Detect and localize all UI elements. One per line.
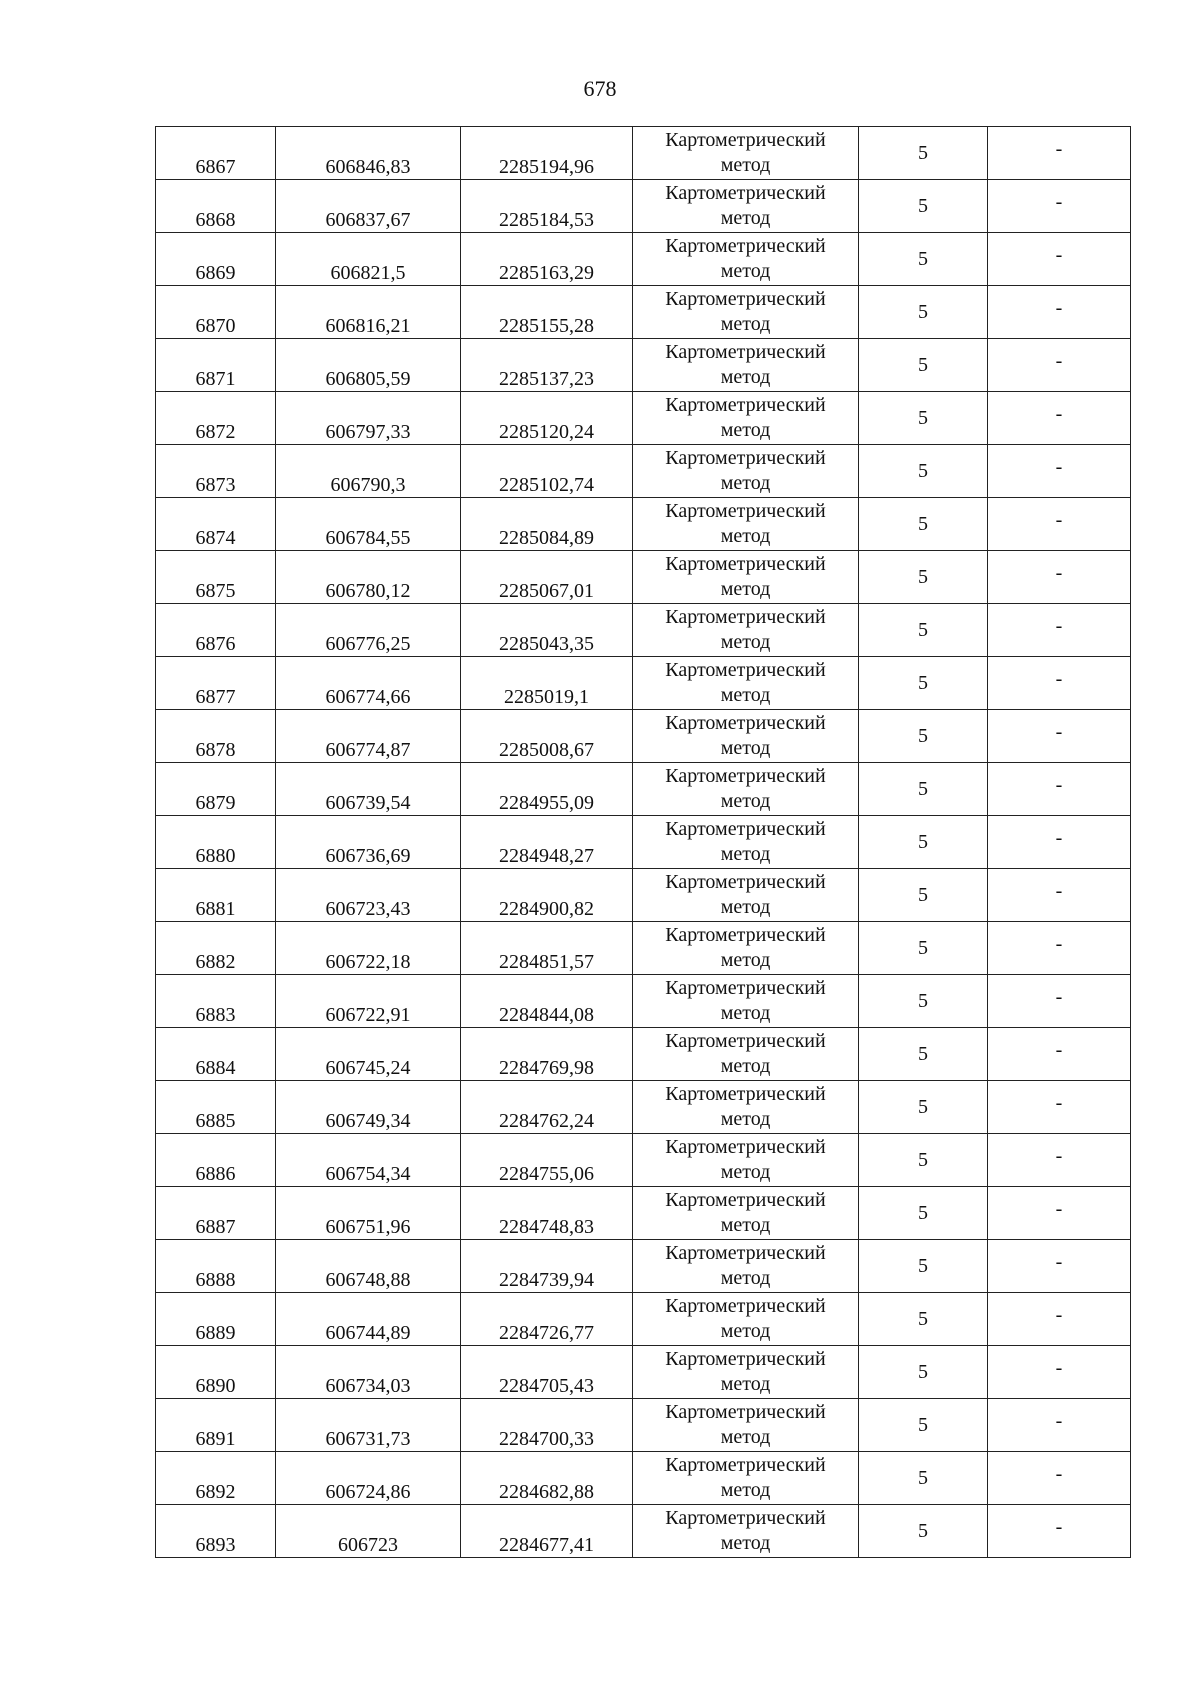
note-text: - — [1055, 1410, 1063, 1432]
method-line-1: Картометрический — [665, 924, 826, 946]
accuracy-cell: 5 — [859, 604, 988, 657]
note-cell — [988, 1240, 1131, 1293]
point-number-cell: 6885 — [156, 1081, 276, 1134]
point-number-cell: 6868 — [156, 180, 276, 233]
accuracy-cell: 5 — [859, 657, 988, 710]
note-text: - — [1055, 562, 1063, 584]
x-coordinate-cell: 606805,59 — [276, 339, 461, 392]
method-line-1: Картометрический — [665, 341, 826, 363]
method-line-1: Картометрический — [665, 765, 826, 787]
table-row — [156, 816, 1131, 869]
y-coordinate-cell: 2285008,67 — [461, 710, 633, 763]
x-coordinate-cell: 606821,5 — [276, 233, 461, 286]
table-row — [156, 1293, 1131, 1346]
method-line-2: метод — [720, 896, 771, 918]
note-text: - — [1055, 191, 1063, 213]
y-coordinate-cell: 2285137,23 — [461, 339, 633, 392]
note-cell — [988, 180, 1131, 233]
y-coordinate-cell: 2284769,98 — [461, 1028, 633, 1081]
method-line-1: Картометрический — [665, 288, 826, 310]
accuracy-cell: 5 — [859, 445, 988, 498]
point-number-cell: 6883 — [156, 975, 276, 1028]
method-line-1: Картометрический — [665, 1401, 826, 1423]
method-cell — [633, 1081, 859, 1134]
point-number-cell: 6875 — [156, 551, 276, 604]
note-text: - — [1055, 297, 1063, 319]
point-number-cell: 6880 — [156, 816, 276, 869]
point-number-cell: 6876 — [156, 604, 276, 657]
note-cell — [988, 286, 1131, 339]
method-cell — [633, 604, 859, 657]
note-text: - — [1055, 1145, 1063, 1167]
y-coordinate-cell: 2285120,24 — [461, 392, 633, 445]
y-coordinate-cell: 2284677,41 — [461, 1505, 633, 1558]
method-cell — [633, 869, 859, 922]
method-line-2: метод — [720, 1267, 771, 1289]
accuracy-cell: 5 — [859, 1293, 988, 1346]
method-line-1: Картометрический — [665, 871, 826, 893]
method-line-2: метод — [720, 1320, 771, 1342]
table-row — [156, 1134, 1131, 1187]
y-coordinate-cell: 2285155,28 — [461, 286, 633, 339]
method-cell — [633, 1346, 859, 1399]
x-coordinate-cell: 606722,91 — [276, 975, 461, 1028]
point-number-cell: 6881 — [156, 869, 276, 922]
table-row — [156, 922, 1131, 975]
note-text: - — [1055, 933, 1063, 955]
page-number: 678 — [583, 76, 617, 101]
method-line-2: метод — [720, 737, 771, 759]
note-text: - — [1055, 986, 1063, 1008]
note-cell — [988, 816, 1131, 869]
point-number-cell: 6878 — [156, 710, 276, 763]
point-number-cell: 6887 — [156, 1187, 276, 1240]
method-line-1: Картометрический — [665, 500, 826, 522]
point-number-cell: 6893 — [156, 1505, 276, 1558]
method-line-1: Картометрический — [665, 1189, 826, 1211]
table-row — [156, 604, 1131, 657]
note-cell — [988, 1452, 1131, 1505]
note-cell — [988, 127, 1131, 180]
method-line-1: Картометрический — [665, 712, 826, 734]
method-cell — [633, 1399, 859, 1452]
x-coordinate-cell: 606739,54 — [276, 763, 461, 816]
point-number-cell: 6886 — [156, 1134, 276, 1187]
method-line-2: метод — [720, 207, 771, 229]
note-text: - — [1055, 1357, 1063, 1379]
method-line-1: Картометрический — [665, 182, 826, 204]
y-coordinate-cell: 2284726,77 — [461, 1293, 633, 1346]
note-text: - — [1055, 1304, 1063, 1326]
point-number-cell: 6870 — [156, 286, 276, 339]
table-row — [156, 392, 1131, 445]
x-coordinate-cell: 606816,21 — [276, 286, 461, 339]
y-coordinate-cell: 2285019,1 — [461, 657, 633, 710]
table-row — [156, 657, 1131, 710]
note-cell — [988, 498, 1131, 551]
method-line-1: Картометрический — [665, 1295, 826, 1317]
note-text: - — [1055, 827, 1063, 849]
x-coordinate-cell: 606774,87 — [276, 710, 461, 763]
accuracy-cell: 5 — [859, 1081, 988, 1134]
y-coordinate-cell: 2285194,96 — [461, 127, 633, 180]
method-cell — [633, 975, 859, 1028]
note-text: - — [1055, 721, 1063, 743]
note-text: - — [1055, 615, 1063, 637]
method-line-1: Картометрический — [665, 553, 826, 575]
note-cell — [988, 1134, 1131, 1187]
accuracy-cell: 5 — [859, 392, 988, 445]
table-row — [156, 445, 1131, 498]
point-number-cell: 6884 — [156, 1028, 276, 1081]
method-line-2: метод — [720, 1373, 771, 1395]
method-cell — [633, 1293, 859, 1346]
method-cell — [633, 286, 859, 339]
note-cell — [988, 233, 1131, 286]
table-row — [156, 1505, 1131, 1558]
note-cell — [988, 1293, 1131, 1346]
y-coordinate-cell: 2285043,35 — [461, 604, 633, 657]
method-cell — [633, 1028, 859, 1081]
coordinates-table — [155, 126, 1131, 1558]
method-cell — [633, 1452, 859, 1505]
coordinates-table-body — [156, 127, 1131, 1558]
note-cell — [988, 551, 1131, 604]
point-number-cell: 6882 — [156, 922, 276, 975]
method-cell — [633, 339, 859, 392]
method-cell — [633, 816, 859, 869]
method-line-1: Картометрический — [665, 1507, 826, 1529]
table-row — [156, 1081, 1131, 1134]
accuracy-cell: 5 — [859, 1346, 988, 1399]
note-cell — [988, 1081, 1131, 1134]
method-line-2: метод — [720, 790, 771, 812]
accuracy-cell: 5 — [859, 127, 988, 180]
accuracy-cell: 5 — [859, 1399, 988, 1452]
note-text: - — [1055, 244, 1063, 266]
accuracy-cell: 5 — [859, 551, 988, 604]
method-line-2: метод — [720, 154, 771, 176]
method-line-2: метод — [720, 843, 771, 865]
y-coordinate-cell: 2284705,43 — [461, 1346, 633, 1399]
note-text: - — [1055, 403, 1063, 425]
note-text: - — [1055, 880, 1063, 902]
method-cell — [633, 1187, 859, 1240]
y-coordinate-cell: 2285067,01 — [461, 551, 633, 604]
table-row — [156, 975, 1131, 1028]
note-text: - — [1055, 668, 1063, 690]
method-cell — [633, 1240, 859, 1293]
method-cell — [633, 180, 859, 233]
table-row — [156, 1028, 1131, 1081]
point-number-cell: 6891 — [156, 1399, 276, 1452]
note-text: - — [1055, 1516, 1063, 1538]
point-number-cell: 6888 — [156, 1240, 276, 1293]
method-cell — [633, 1505, 859, 1558]
x-coordinate-cell: 606724,86 — [276, 1452, 461, 1505]
x-coordinate-cell: 606790,3 — [276, 445, 461, 498]
y-coordinate-cell: 2284844,08 — [461, 975, 633, 1028]
point-number-cell: 6869 — [156, 233, 276, 286]
note-cell — [988, 339, 1131, 392]
point-number-cell: 6872 — [156, 392, 276, 445]
method-line-2: метод — [720, 260, 771, 282]
method-line-1: Картометрический — [665, 394, 826, 416]
note-text: - — [1055, 1198, 1063, 1220]
table-row — [156, 869, 1131, 922]
accuracy-cell: 5 — [859, 498, 988, 551]
method-line-2: метод — [720, 631, 771, 653]
accuracy-cell: 5 — [859, 1240, 988, 1293]
y-coordinate-cell: 2284762,24 — [461, 1081, 633, 1134]
table-row — [156, 710, 1131, 763]
method-line-2: метод — [720, 1161, 771, 1183]
accuracy-cell: 5 — [859, 233, 988, 286]
method-cell — [633, 445, 859, 498]
note-cell — [988, 657, 1131, 710]
table-row — [156, 233, 1131, 286]
method-line-1: Картометрический — [665, 977, 826, 999]
y-coordinate-cell: 2284948,27 — [461, 816, 633, 869]
method-line-1: Картометрический — [665, 1348, 826, 1370]
method-line-1: Картометрический — [665, 606, 826, 628]
method-line-2: метод — [720, 366, 771, 388]
x-coordinate-cell: 606774,66 — [276, 657, 461, 710]
accuracy-cell: 5 — [859, 286, 988, 339]
note-cell — [988, 1399, 1131, 1452]
method-line-2: метод — [720, 419, 771, 441]
note-cell — [988, 604, 1131, 657]
note-text: - — [1055, 1092, 1063, 1114]
accuracy-cell: 5 — [859, 816, 988, 869]
x-coordinate-cell: 606745,24 — [276, 1028, 461, 1081]
point-number-cell: 6873 — [156, 445, 276, 498]
accuracy-cell: 5 — [859, 339, 988, 392]
y-coordinate-cell: 2284955,09 — [461, 763, 633, 816]
method-line-1: Картометрический — [665, 659, 826, 681]
method-line-1: Картометрический — [665, 447, 826, 469]
point-number-cell: 6879 — [156, 763, 276, 816]
method-cell — [633, 710, 859, 763]
accuracy-cell: 5 — [859, 180, 988, 233]
table-row — [156, 286, 1131, 339]
accuracy-cell: 5 — [859, 869, 988, 922]
y-coordinate-cell: 2285163,29 — [461, 233, 633, 286]
method-line-1: Картометрический — [665, 818, 826, 840]
note-cell — [988, 710, 1131, 763]
x-coordinate-cell: 606744,89 — [276, 1293, 461, 1346]
note-cell — [988, 1505, 1131, 1558]
method-line-2: метод — [720, 949, 771, 971]
table-row — [156, 1187, 1131, 1240]
method-line-1: Картометрический — [665, 1083, 826, 1105]
table-row — [156, 1399, 1131, 1452]
x-coordinate-cell: 606784,55 — [276, 498, 461, 551]
y-coordinate-cell: 2284755,06 — [461, 1134, 633, 1187]
method-line-2: метод — [720, 525, 771, 547]
method-cell — [633, 763, 859, 816]
note-cell — [988, 1028, 1131, 1081]
method-line-2: метод — [720, 684, 771, 706]
method-line-2: метод — [720, 1002, 771, 1024]
method-cell — [633, 498, 859, 551]
method-cell — [633, 657, 859, 710]
note-text: - — [1055, 138, 1063, 160]
method-line-1: Картометрический — [665, 1242, 826, 1264]
method-cell — [633, 127, 859, 180]
x-coordinate-cell: 606736,69 — [276, 816, 461, 869]
x-coordinate-cell: 606731,73 — [276, 1399, 461, 1452]
note-text: - — [1055, 509, 1063, 531]
accuracy-cell: 5 — [859, 1452, 988, 1505]
accuracy-cell: 5 — [859, 1187, 988, 1240]
table-row — [156, 763, 1131, 816]
note-cell — [988, 763, 1131, 816]
x-coordinate-cell: 606837,67 — [276, 180, 461, 233]
accuracy-cell: 5 — [859, 1134, 988, 1187]
y-coordinate-cell: 2284748,83 — [461, 1187, 633, 1240]
method-line-2: метод — [720, 313, 771, 335]
note-text: - — [1055, 456, 1063, 478]
x-coordinate-cell: 606734,03 — [276, 1346, 461, 1399]
y-coordinate-cell: 2284739,94 — [461, 1240, 633, 1293]
method-line-1: Картометрический — [665, 1030, 826, 1052]
table-row — [156, 498, 1131, 551]
note-cell — [988, 869, 1131, 922]
table-row — [156, 127, 1131, 180]
method-line-2: метод — [720, 1055, 771, 1077]
method-cell — [633, 233, 859, 286]
table-row — [156, 180, 1131, 233]
method-line-1: Картометрический — [665, 129, 826, 151]
accuracy-cell: 5 — [859, 975, 988, 1028]
method-line-2: метод — [720, 1532, 771, 1554]
table-row — [156, 1452, 1131, 1505]
accuracy-cell: 5 — [859, 1505, 988, 1558]
method-line-2: метод — [720, 1214, 771, 1236]
note-cell — [988, 922, 1131, 975]
accuracy-cell: 5 — [859, 922, 988, 975]
method-cell — [633, 922, 859, 975]
method-line-1: Картометрический — [665, 1136, 826, 1158]
accuracy-cell: 5 — [859, 710, 988, 763]
x-coordinate-cell: 606754,34 — [276, 1134, 461, 1187]
method-cell — [633, 392, 859, 445]
x-coordinate-cell: 606776,25 — [276, 604, 461, 657]
method-line-2: метод — [720, 472, 771, 494]
note-cell — [988, 975, 1131, 1028]
x-coordinate-cell: 606751,96 — [276, 1187, 461, 1240]
note-cell — [988, 1346, 1131, 1399]
y-coordinate-cell: 2284900,82 — [461, 869, 633, 922]
x-coordinate-cell: 606723 — [276, 1505, 461, 1558]
note-text: - — [1055, 1463, 1063, 1485]
y-coordinate-cell: 2285184,53 — [461, 180, 633, 233]
y-coordinate-cell: 2284682,88 — [461, 1452, 633, 1505]
method-line-1: Картометрический — [665, 235, 826, 257]
table-row — [156, 1346, 1131, 1399]
note-text: - — [1055, 1039, 1063, 1061]
point-number-cell: 6867 — [156, 127, 276, 180]
point-number-cell: 6890 — [156, 1346, 276, 1399]
x-coordinate-cell: 606749,34 — [276, 1081, 461, 1134]
x-coordinate-cell: 606748,88 — [276, 1240, 461, 1293]
method-line-2: метод — [720, 1108, 771, 1130]
point-number-cell: 6892 — [156, 1452, 276, 1505]
point-number-cell: 6874 — [156, 498, 276, 551]
method-line-2: метод — [720, 578, 771, 600]
x-coordinate-cell: 606722,18 — [276, 922, 461, 975]
x-coordinate-cell: 606797,33 — [276, 392, 461, 445]
accuracy-cell: 5 — [859, 1028, 988, 1081]
x-coordinate-cell: 606780,12 — [276, 551, 461, 604]
method-line-1: Картометрический — [665, 1454, 826, 1476]
x-coordinate-cell: 606846,83 — [276, 127, 461, 180]
method-line-2: метод — [720, 1426, 771, 1448]
point-number-cell: 6889 — [156, 1293, 276, 1346]
x-coordinate-cell: 606723,43 — [276, 869, 461, 922]
method-cell — [633, 1134, 859, 1187]
method-cell — [633, 551, 859, 604]
note-cell — [988, 1187, 1131, 1240]
table-row — [156, 339, 1131, 392]
method-line-2: метод — [720, 1479, 771, 1501]
note-text: - — [1055, 350, 1063, 372]
note-text: - — [1055, 774, 1063, 796]
table-row — [156, 1240, 1131, 1293]
note-cell — [988, 445, 1131, 498]
accuracy-cell: 5 — [859, 763, 988, 816]
point-number-cell: 6877 — [156, 657, 276, 710]
point-number-cell: 6871 — [156, 339, 276, 392]
note-cell — [988, 392, 1131, 445]
note-text: - — [1055, 1251, 1063, 1273]
y-coordinate-cell: 2284700,33 — [461, 1399, 633, 1452]
y-coordinate-cell: 2285102,74 — [461, 445, 633, 498]
table-row — [156, 551, 1131, 604]
y-coordinate-cell: 2285084,89 — [461, 498, 633, 551]
y-coordinate-cell: 2284851,57 — [461, 922, 633, 975]
